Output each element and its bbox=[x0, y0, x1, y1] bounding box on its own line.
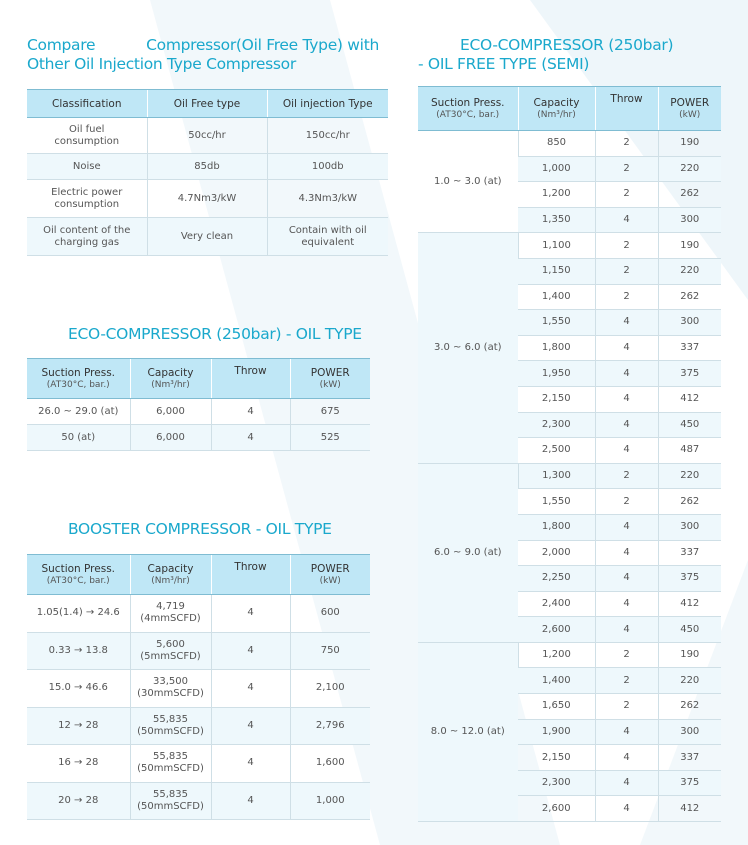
capacity-cell: 1,350 bbox=[518, 207, 595, 233]
classification-cell-line: Noise bbox=[72, 160, 101, 172]
capacity-cell: 1,200 bbox=[518, 182, 595, 208]
capacity-cell: 2,600 bbox=[518, 617, 595, 643]
header-main: Capacity bbox=[147, 366, 194, 379]
capacity-cell: 1,650 bbox=[518, 694, 595, 720]
header-main: Capacity bbox=[533, 96, 580, 109]
capacity-cell-line: (4mmSCFD) bbox=[140, 613, 201, 625]
oil-free-cell-line: Very clean bbox=[180, 230, 234, 242]
power-cell: 525 bbox=[290, 425, 370, 451]
table-row bbox=[27, 782, 370, 820]
table-row bbox=[27, 707, 370, 745]
power-cell: 450 bbox=[658, 617, 721, 643]
oil-free-cell-line: 85db bbox=[194, 160, 220, 172]
suction-cell: 26.0 ~ 29.0 (at) bbox=[27, 399, 130, 425]
power-cell: 2,100 bbox=[290, 670, 370, 708]
power-cell: 412 bbox=[658, 386, 721, 412]
capacity-cell-line: (5mmSCFD) bbox=[140, 650, 201, 662]
eco-free-title bbox=[418, 36, 673, 74]
table-row bbox=[27, 670, 370, 708]
power-cell: 487 bbox=[658, 438, 721, 464]
throw-cell: 2 bbox=[595, 463, 658, 489]
table-row bbox=[27, 425, 370, 451]
classification-cell-line: consumption bbox=[54, 135, 120, 147]
capacity-cell bbox=[130, 595, 211, 633]
capacity-cell: 2,250 bbox=[518, 566, 595, 592]
capacity-cell: 2,150 bbox=[518, 745, 595, 771]
classification-cell bbox=[27, 154, 147, 180]
throw-cell: 4 bbox=[595, 617, 658, 643]
capacity-cell bbox=[130, 745, 211, 783]
throw-cell: 4 bbox=[211, 745, 290, 783]
capacity-cell: 1,800 bbox=[518, 514, 595, 540]
capacity-cell: 850 bbox=[518, 131, 595, 157]
throw-cell: 2 bbox=[595, 642, 658, 668]
throw-cell: 2 bbox=[595, 284, 658, 310]
table-row bbox=[27, 218, 388, 256]
power-cell: 300 bbox=[658, 310, 721, 336]
header-main: Throw bbox=[610, 93, 643, 105]
header-3 bbox=[290, 555, 370, 595]
throw-cell: 4 bbox=[211, 595, 290, 633]
capacity-cell bbox=[130, 670, 211, 708]
throw-cell: 2 bbox=[595, 156, 658, 182]
power-cell: 2,796 bbox=[290, 707, 370, 745]
eco-oil-table bbox=[27, 358, 370, 451]
capacity-cell-line: 5,600 bbox=[156, 638, 185, 650]
throw-cell: 4 bbox=[211, 782, 290, 820]
power-cell: 220 bbox=[658, 463, 721, 489]
table-row bbox=[418, 463, 721, 489]
oil-free-cell-line: 50cc/hr bbox=[188, 129, 226, 141]
capacity-cell-line: 4,719 bbox=[156, 601, 185, 613]
power-cell: 750 bbox=[290, 632, 370, 670]
suction-cell: 20 → 28 bbox=[27, 782, 130, 820]
power-cell: 1,000 bbox=[290, 782, 370, 820]
table-row bbox=[27, 745, 370, 783]
compare-title bbox=[27, 36, 379, 74]
power-cell: 300 bbox=[658, 514, 721, 540]
power-cell: 220 bbox=[658, 668, 721, 694]
capacity-cell: 1,800 bbox=[518, 335, 595, 361]
throw-cell: 4 bbox=[595, 566, 658, 592]
suction-cell: 1.05(1.4) → 24.6 bbox=[27, 595, 130, 633]
header-main: POWER bbox=[310, 562, 350, 575]
power-cell: 262 bbox=[658, 182, 721, 208]
booster-title: BOOSTER COMPRESSOR - OIL TYPE bbox=[68, 520, 332, 538]
throw-cell: 4 bbox=[595, 335, 658, 361]
suction-group-cell: 6.0 ~ 9.0 (at) bbox=[418, 463, 518, 642]
eco-free-title-line1: ECO-COMPRESSOR (250bar) bbox=[460, 36, 674, 54]
header-sub: (Nm³/hr) bbox=[537, 109, 576, 120]
header-2 bbox=[211, 555, 290, 595]
suction-cell: 12 → 28 bbox=[27, 707, 130, 745]
capacity-cell: 1,100 bbox=[518, 233, 595, 259]
power-cell: 375 bbox=[658, 361, 721, 387]
power-cell: 375 bbox=[658, 770, 721, 796]
capacity-cell: 1,550 bbox=[518, 489, 595, 515]
suction-cell: 16 → 28 bbox=[27, 745, 130, 783]
capacity-cell: 1,400 bbox=[518, 668, 595, 694]
capacity-cell-line: 33,500 bbox=[153, 676, 188, 688]
booster-table bbox=[27, 554, 370, 820]
header-3 bbox=[290, 359, 370, 399]
suction-cell: 0.33 → 13.8 bbox=[27, 632, 130, 670]
capacity-cell-line: (30mmSCFD) bbox=[137, 688, 204, 700]
power-cell: 337 bbox=[658, 335, 721, 361]
throw-cell: 2 bbox=[595, 668, 658, 694]
throw-cell: 4 bbox=[595, 514, 658, 540]
oil-free-cell bbox=[147, 154, 267, 180]
classification-cell-line: Electric power bbox=[51, 186, 123, 198]
header-main: Suction Press. bbox=[41, 562, 115, 575]
header-2: Oil injection Type bbox=[267, 90, 388, 118]
capacity-cell: 1,000 bbox=[518, 156, 595, 182]
classification-cell-line: Oil fuel bbox=[69, 123, 105, 135]
oil-injection-cell bbox=[267, 154, 388, 180]
header-main: Throw bbox=[234, 561, 267, 573]
throw-cell: 2 bbox=[595, 233, 658, 259]
eco-oil-title: ECO-COMPRESSOR (250bar) - OIL TYPE bbox=[68, 325, 362, 343]
power-cell: 337 bbox=[658, 540, 721, 566]
oil-free-cell-line: 4.7Nm3/kW bbox=[177, 192, 237, 204]
capacity-cell-line: (50mmSCFD) bbox=[137, 763, 204, 775]
oil-injection-cell-line: 4.3Nm3/kW bbox=[298, 192, 358, 204]
power-cell: 190 bbox=[658, 642, 721, 668]
table-row bbox=[418, 642, 721, 668]
throw-cell: 4 bbox=[595, 438, 658, 464]
header-main: POWER bbox=[670, 96, 710, 109]
eco-free-table bbox=[418, 86, 721, 822]
power-cell: 262 bbox=[658, 694, 721, 720]
throw-cell: 4 bbox=[595, 796, 658, 822]
table-row bbox=[27, 399, 370, 425]
compare-table bbox=[27, 89, 388, 256]
capacity-cell-line: (50mmSCFD) bbox=[137, 800, 204, 812]
power-cell: 262 bbox=[658, 284, 721, 310]
power-cell: 675 bbox=[290, 399, 370, 425]
power-cell: 190 bbox=[658, 233, 721, 259]
throw-cell: 4 bbox=[595, 207, 658, 233]
power-cell: 300 bbox=[658, 719, 721, 745]
suction-group-cell: 8.0 ~ 12.0 (at) bbox=[418, 642, 518, 821]
capacity-cell: 1,200 bbox=[518, 642, 595, 668]
header-main: Capacity bbox=[147, 562, 194, 575]
oil-injection-cell-line: Contain with oil bbox=[288, 224, 367, 236]
table-row bbox=[27, 632, 370, 670]
capacity-cell bbox=[130, 632, 211, 670]
capacity-cell: 1,900 bbox=[518, 719, 595, 745]
power-cell: 262 bbox=[658, 489, 721, 515]
header-sub: (kW) bbox=[679, 109, 701, 120]
compare-title-line1: Compare Compressor(Oil Free Type) with bbox=[27, 36, 379, 54]
table-row bbox=[418, 233, 721, 259]
power-cell: 412 bbox=[658, 591, 721, 617]
capacity-cell: 2,300 bbox=[518, 770, 595, 796]
oil-injection-cell-line: 100db bbox=[311, 160, 344, 172]
capacity-cell-line: (50mmSCFD) bbox=[137, 725, 204, 737]
suction-group-cell: 3.0 ~ 6.0 (at) bbox=[418, 233, 518, 463]
throw-cell: 4 bbox=[595, 412, 658, 438]
oil-injection-cell bbox=[267, 180, 388, 218]
throw-cell: 4 bbox=[211, 425, 290, 451]
capacity-cell: 1,550 bbox=[518, 310, 595, 336]
eco-free-title-line2: - OIL FREE TYPE (SEMI) bbox=[418, 55, 590, 73]
power-cell: 300 bbox=[658, 207, 721, 233]
classification-cell-line: Oil content of the bbox=[43, 224, 131, 236]
header-0: Classification bbox=[27, 90, 147, 118]
suction-cell: 50 (at) bbox=[27, 425, 130, 451]
power-cell: 190 bbox=[658, 131, 721, 157]
throw-cell: 4 bbox=[595, 386, 658, 412]
header-0 bbox=[27, 359, 130, 399]
throw-cell: 4 bbox=[211, 632, 290, 670]
header-sub: (AT30°C, bar.) bbox=[46, 575, 110, 586]
header-sub: (kW) bbox=[319, 575, 341, 586]
capacity-cell bbox=[130, 707, 211, 745]
throw-cell: 2 bbox=[595, 131, 658, 157]
throw-cell: 2 bbox=[595, 182, 658, 208]
capacity-cell: 6,000 bbox=[130, 399, 211, 425]
power-cell: 220 bbox=[658, 156, 721, 182]
power-cell: 450 bbox=[658, 412, 721, 438]
capacity-cell: 1,300 bbox=[518, 463, 595, 489]
header-main: Suction Press. bbox=[41, 366, 115, 379]
header-0 bbox=[418, 87, 518, 131]
capacity-cell bbox=[130, 782, 211, 820]
power-cell: 412 bbox=[658, 796, 721, 822]
classification-cell bbox=[27, 180, 147, 218]
throw-cell: 4 bbox=[211, 707, 290, 745]
header-sub: (Nm³/hr) bbox=[151, 575, 190, 586]
header-main: Throw bbox=[234, 365, 267, 377]
capacity-cell: 6,000 bbox=[130, 425, 211, 451]
oil-free-cell bbox=[147, 180, 267, 218]
table-row bbox=[27, 154, 388, 180]
power-cell: 375 bbox=[658, 566, 721, 592]
throw-cell: 4 bbox=[595, 591, 658, 617]
power-cell: 600 bbox=[290, 595, 370, 633]
suction-group-cell: 1.0 ~ 3.0 (at) bbox=[418, 131, 518, 233]
throw-cell: 4 bbox=[595, 310, 658, 336]
capacity-cell-line: 55,835 bbox=[153, 788, 188, 800]
classification-cell-line: charging gas bbox=[54, 236, 120, 248]
throw-cell: 4 bbox=[595, 719, 658, 745]
capacity-cell: 2,150 bbox=[518, 386, 595, 412]
capacity-cell-line: 55,835 bbox=[153, 713, 188, 725]
table-row bbox=[27, 595, 370, 633]
throw-cell: 4 bbox=[595, 745, 658, 771]
oil-free-cell bbox=[147, 218, 267, 256]
header-sub: (AT30°C, bar.) bbox=[46, 379, 110, 390]
oil-injection-cell-line: equivalent bbox=[301, 236, 355, 248]
capacity-cell: 2,000 bbox=[518, 540, 595, 566]
throw-cell: 2 bbox=[595, 694, 658, 720]
oil-free-cell bbox=[147, 118, 267, 154]
header-2 bbox=[211, 359, 290, 399]
power-cell: 220 bbox=[658, 258, 721, 284]
table-row bbox=[27, 118, 388, 154]
capacity-cell: 2,300 bbox=[518, 412, 595, 438]
classification-cell bbox=[27, 118, 147, 154]
capacity-cell: 2,500 bbox=[518, 438, 595, 464]
header-1 bbox=[518, 87, 595, 131]
throw-cell: 4 bbox=[211, 670, 290, 708]
oil-injection-cell bbox=[267, 218, 388, 256]
header-1: Oil Free type bbox=[147, 90, 267, 118]
throw-cell: 2 bbox=[595, 489, 658, 515]
header-sub: (AT30°C, bar.) bbox=[436, 109, 500, 120]
throw-cell: 4 bbox=[595, 540, 658, 566]
table-row bbox=[418, 131, 721, 157]
power-cell: 1,600 bbox=[290, 745, 370, 783]
table-row bbox=[27, 180, 388, 218]
capacity-cell: 1,950 bbox=[518, 361, 595, 387]
header-2 bbox=[595, 87, 658, 131]
throw-cell: 4 bbox=[595, 770, 658, 796]
capacity-cell: 2,600 bbox=[518, 796, 595, 822]
throw-cell: 4 bbox=[211, 399, 290, 425]
oil-injection-cell bbox=[267, 118, 388, 154]
capacity-cell: 1,400 bbox=[518, 284, 595, 310]
throw-cell: 4 bbox=[595, 361, 658, 387]
header-3 bbox=[658, 87, 721, 131]
header-0 bbox=[27, 555, 130, 595]
header-sub: (Nm³/hr) bbox=[151, 379, 190, 390]
power-cell: 337 bbox=[658, 745, 721, 771]
header-main: POWER bbox=[310, 366, 350, 379]
capacity-cell: 1,150 bbox=[518, 258, 595, 284]
suction-cell: 15.0 → 46.6 bbox=[27, 670, 130, 708]
classification-cell bbox=[27, 218, 147, 256]
throw-cell: 2 bbox=[595, 258, 658, 284]
header-main: Suction Press. bbox=[430, 96, 505, 109]
oil-injection-cell-line: 150cc/hr bbox=[305, 129, 350, 141]
header-sub: (kW) bbox=[319, 379, 341, 390]
capacity-cell-line: 55,835 bbox=[153, 751, 188, 763]
header-1 bbox=[130, 555, 211, 595]
compare-title-line2: Other Oil Injection Type Compressor bbox=[27, 55, 296, 73]
capacity-cell: 2,400 bbox=[518, 591, 595, 617]
header-1 bbox=[130, 359, 211, 399]
classification-cell-line: consumption bbox=[54, 198, 120, 210]
